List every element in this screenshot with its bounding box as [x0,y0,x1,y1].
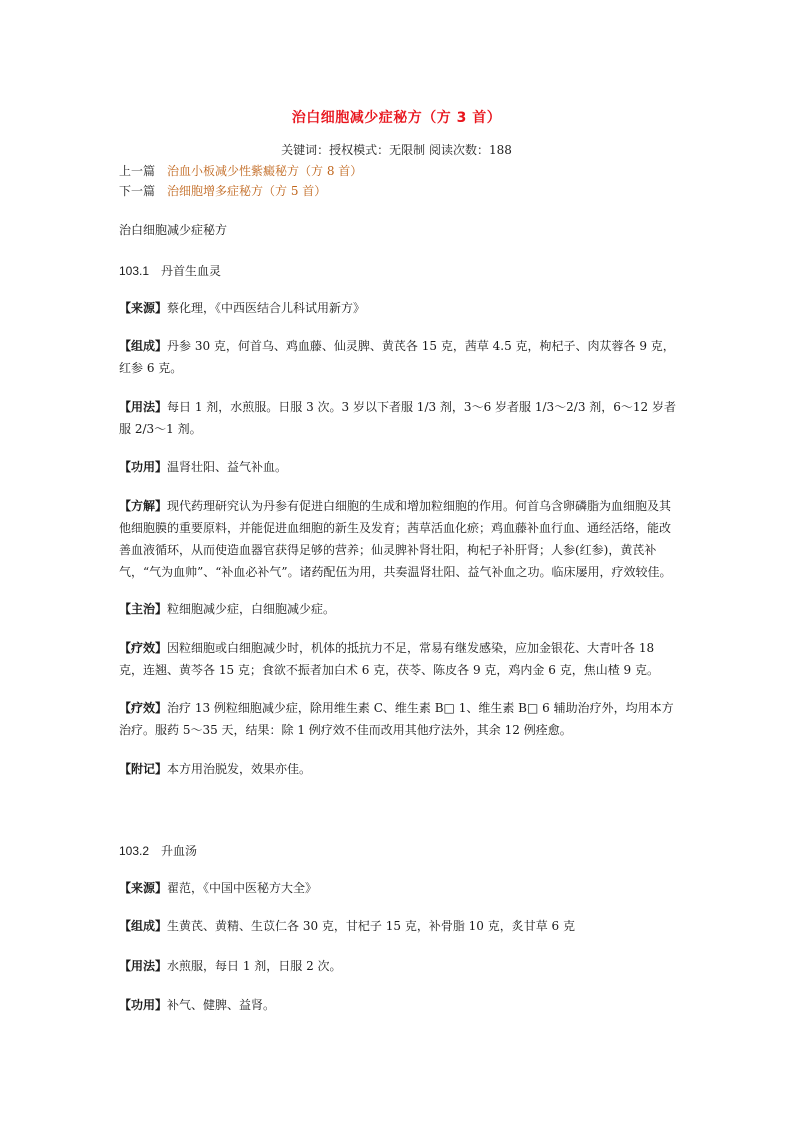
indication-tag: 【主治】 [119,602,168,616]
recipe1-note [119,758,679,780]
source-tag: 【来源】 [119,881,168,895]
meta-line: 关键词：授权模式：无限制 阅读次数：188 [281,143,512,157]
efficacy-tag: 【疗效】 [119,641,168,655]
recipe1-efficacy-1 [119,637,679,681]
effect-text: 补气、健脾、益肾。 [167,998,276,1012]
explanation-tag: 【方解】 [119,499,168,513]
recipe1-efficacy-2 [119,697,679,741]
usage-tag: 【用法】 [119,959,168,973]
recipe1-name: 丹首生血灵 [161,264,222,278]
intro-text: 治白细胞减少症秘方 [119,223,228,237]
composition-tag: 【组成】 [119,339,168,353]
recipe2-source [119,877,679,899]
source-tag: 【来源】 [119,301,168,315]
efficacy-text: 治疗 13 例粒细胞减少症，除用维生素 C、维生素 B□ 1、维生素 B□ 6 辅助治疗外，均用本方治疗。服药 5～35 天，结果：除 1 例疗效不佳而改用其他疗法外，其余 12 例痊愈。 [119,701,674,737]
recipe2-heading [119,842,197,859]
recipe1-source [119,297,679,319]
usage-tag: 【用法】 [119,400,168,414]
effect-tag: 【功用】 [119,460,168,474]
prev-link[interactable]: 治血小板减少性紫癜秘方（方 8 首） [167,164,363,178]
composition-text: 丹参 30 克，何首乌、鸡血藤、仙灵脾、黄芪各 15 克，茜草 4.5 克，枸杞子、肉苁蓉各 9 克，红参 6 克。 [119,339,675,375]
usage-text: 每日 1 剂，水煎服。日服 3 次。3 岁以下者服 1/3 剂，3～6 岁者服 1/3～2/3 剂，6～12 岁者服 2/3～1 剂。 [119,400,676,436]
efficacy-text: 因粒细胞或白细胞减少时，机体的抵抗力不足，常易有继发感染，应加金银花、大青叶各 18 克，连翘、黄芩各 15 克；食欲不振者加白术 6 克，茯苓、陈皮各 9 克，鸡内金 6 克，焦山楂 9 克。 [119,641,659,677]
note-tag: 【附记】 [119,762,168,776]
prev-nav [119,162,362,179]
explanation-text: 现代药理研究认为丹参有促进白细胞的生成和增加粒细胞的作用。何首乌含卵磷脂为血细胞及其他细胞膜的重要原料，并能促进血细胞的新生及发育；茜草活血化瘀；鸡血藤补血行血、通经活络，能改善血液循环，从而使造血器官获得足够的营养；仙灵脾补肾壮阳，枸杞子补肝肾；人参(红参)，黄芪补气，“气为血帅”、“补血必补气”。诸药配伍为用，共奏温肾壮阳、益气补血之功。临床屡用，疗效较佳。 [119,499,672,579]
effect-text: 温肾壮阳、益气补血。 [167,460,288,474]
recipe2-usage [119,955,679,977]
recipe1-explanation [119,495,679,583]
recipe2-effect [119,994,679,1016]
next-link[interactable]: 治细胞增多症秘方（方 5 首） [167,184,327,198]
page-title: 治白细胞减少症秘方（方 3 首） [291,110,502,126]
efficacy-tag: 【疗效】 [119,701,168,715]
recipe2-name: 升血汤 [161,844,198,858]
note-text: 本方用治脱发，效果亦佳。 [167,762,312,776]
recipe1-effect [119,456,679,478]
recipe1-indication [119,598,679,620]
composition-tag: 【组成】 [119,919,168,933]
recipe1-composition [119,335,679,379]
recipe2-number: 103.2 [119,844,150,858]
source-text: 蔡化理，《中西医结合儿科试用新方》 [167,301,366,315]
recipe2-composition [119,915,679,937]
recipe1-usage [119,396,679,440]
indication-text: 粒细胞减少症，白细胞减少症。 [167,602,336,616]
source-text: 翟范，《中国中医秘方大全》 [167,881,318,895]
recipe1-heading [119,262,221,279]
composition-text: 生黄芪、黄精、生苡仁各 30 克，甘杞子 15 克，补骨脂 10 克，炙甘草 6 克 [167,919,575,933]
next-label: 下一篇 [119,184,156,198]
next-nav [119,182,326,199]
prev-label: 上一篇 [119,164,156,178]
recipe1-number: 103.1 [119,264,150,278]
effect-tag: 【功用】 [119,998,168,1012]
usage-text: 水煎服，每日 1 剂，日服 2 次。 [167,959,342,973]
